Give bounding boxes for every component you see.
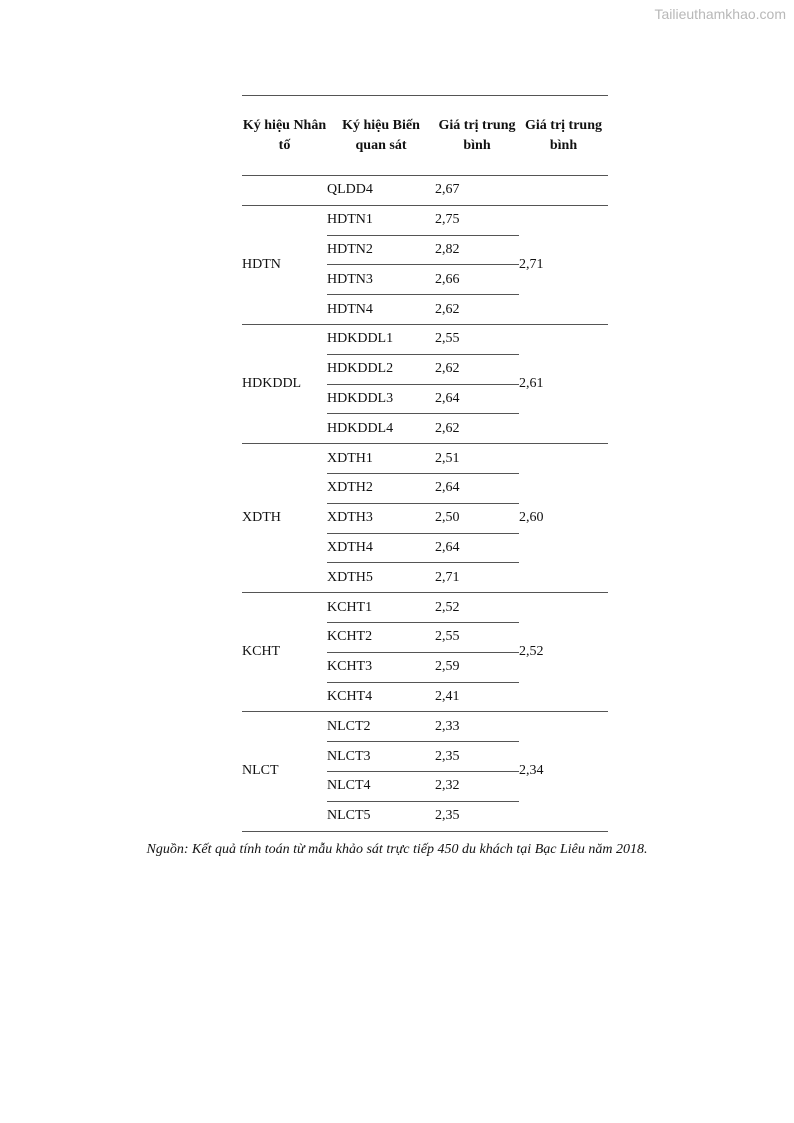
variable-cell: NLCT4 [327, 771, 435, 801]
value-cell: 2,62 [435, 414, 519, 444]
value-cell: 2,82 [435, 235, 519, 265]
factor-mean-cell: 2,61 [519, 324, 608, 443]
header-factor-mean: Giá trị trung bình [519, 96, 608, 176]
variable-cell: XDTH5 [327, 563, 435, 593]
value-cell: 2,62 [435, 295, 519, 325]
variable-cell: XDTH3 [327, 503, 435, 533]
factor-cell: XDTH [242, 444, 327, 593]
factor-cell: HDKDDL [242, 324, 327, 443]
variable-cell: NLCT3 [327, 742, 435, 772]
variable-cell: KCHT2 [327, 622, 435, 652]
value-cell: 2,64 [435, 533, 519, 563]
value-cell: 2,71 [435, 563, 519, 593]
value-cell: 2,64 [435, 384, 519, 414]
variable-cell: HDKDDL4 [327, 414, 435, 444]
variable-cell: HDTN1 [327, 205, 435, 235]
variable-cell: NLCT5 [327, 801, 435, 831]
variable-cell: HDKDDL3 [327, 384, 435, 414]
value-cell: 2,62 [435, 354, 519, 384]
variable-cell: HDTN3 [327, 265, 435, 295]
variable-cell: KCHT1 [327, 593, 435, 623]
value-cell: 2,67 [435, 176, 519, 206]
variable-cell: KCHT4 [327, 682, 435, 712]
table-row [242, 205, 608, 235]
value-cell: 2,64 [435, 473, 519, 503]
value-cell: 2,55 [435, 622, 519, 652]
factor-mean-cell [519, 176, 608, 206]
value-cell: 2,50 [435, 503, 519, 533]
watermark-text: Tailieuthamkhao.com [654, 6, 786, 22]
value-cell: 2,59 [435, 652, 519, 682]
value-cell: 2,35 [435, 742, 519, 772]
value-cell: 2,41 [435, 682, 519, 712]
variable-cell: NLCT2 [327, 712, 435, 742]
variable-cell: XDTH4 [327, 533, 435, 563]
variable-cell: HDKDDL1 [327, 324, 435, 354]
variable-cell: XDTH2 [327, 473, 435, 503]
value-cell: 2,51 [435, 444, 519, 474]
value-cell: 2,32 [435, 771, 519, 801]
value-cell: 2,66 [435, 265, 519, 295]
table-row [242, 593, 608, 623]
value-cell: 2,35 [435, 801, 519, 831]
header-variable-mean: Giá trị trung bình [435, 96, 519, 176]
factor-mean-cell: 2,60 [519, 444, 608, 593]
table-row [242, 444, 608, 474]
table-row [242, 176, 608, 206]
value-cell: 2,75 [435, 205, 519, 235]
value-cell: 2,33 [435, 712, 519, 742]
table-row [242, 324, 608, 354]
table-row [242, 712, 608, 742]
variable-cell: HDKDDL2 [327, 354, 435, 384]
table-header-row [242, 96, 608, 176]
header-factor-symbol: Ký hiệu Nhân tố [242, 96, 327, 176]
factor-cell: HDTN [242, 205, 327, 324]
factor-mean-cell: 2,52 [519, 593, 608, 712]
factor-cell: KCHT [242, 593, 327, 712]
variable-cell: HDTN4 [327, 295, 435, 325]
variable-cell: XDTH1 [327, 444, 435, 474]
variable-cell: KCHT3 [327, 652, 435, 682]
value-cell: 2,52 [435, 593, 519, 623]
mean-values-table [242, 95, 608, 832]
value-cell: 2,55 [435, 324, 519, 354]
factor-cell [242, 176, 327, 206]
header-variable-symbol: Ký hiệu Biến quan sát [327, 96, 435, 176]
variable-cell: HDTN2 [327, 235, 435, 265]
factor-mean-cell: 2,34 [519, 712, 608, 831]
source-caption: Nguồn: Kết quả tính toán từ mẫu khảo sát trực tiếp 450 du khách tại Bạc Liêu năm 2018. [146, 842, 648, 857]
factor-mean-cell: 2,71 [519, 205, 608, 324]
factor-cell: NLCT [242, 712, 327, 831]
variable-cell: QLDD4 [327, 176, 435, 206]
